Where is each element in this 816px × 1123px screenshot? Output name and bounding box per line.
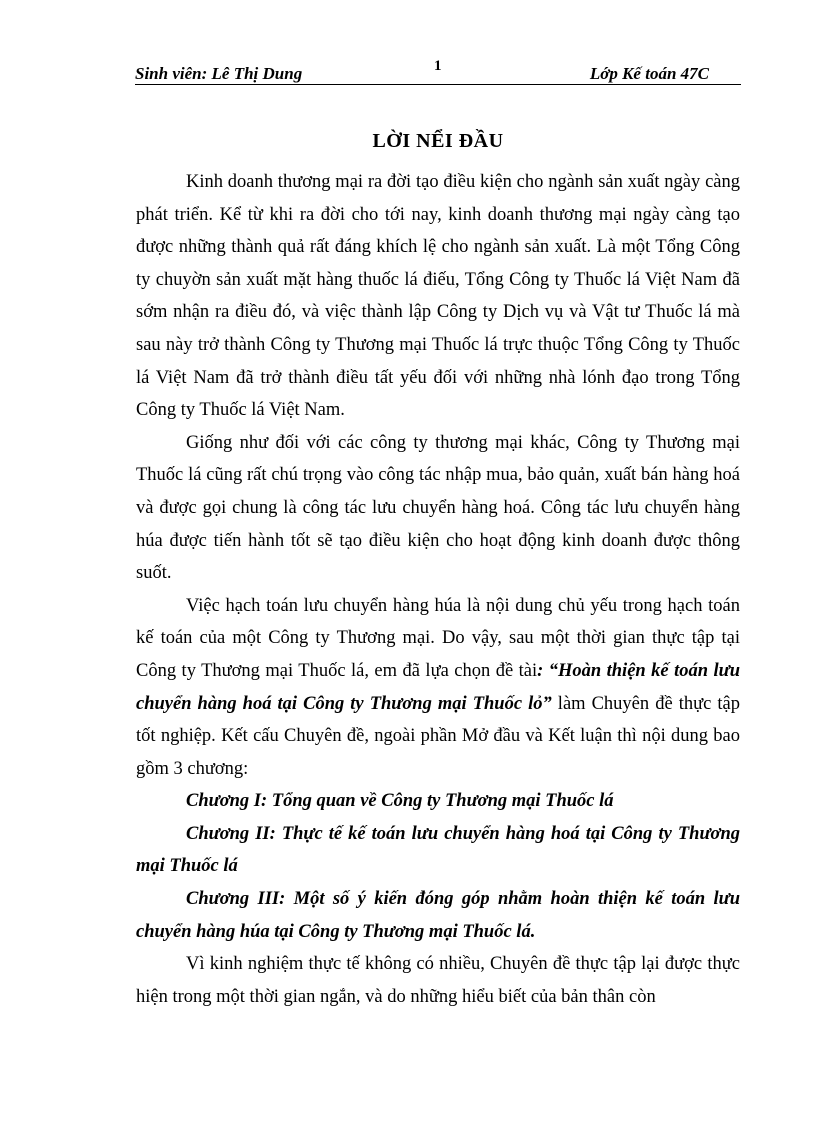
paragraph-topic-start: Việc hạch toán lưu chuyển hàng húa là nội dung chủ yếu trong hạch toán kế toán của một Công ty Thương mại. Do vậy, sau một thời gian thực tập tại Công ty Thương mại Thuốc lá, em đã lựa chọn đề tài — [136, 595, 740, 681]
paragraph-topic — [136, 590, 740, 786]
document-body — [136, 166, 740, 1013]
class-name: Lớp Kế toán 47C — [589, 64, 709, 83]
page-number: 1 — [434, 58, 442, 74]
topic-title: : “Hoàn thiện kế toán lưu chuyển hàng hoá tại Công ty Thương mại Thuốc lỏ” — [136, 660, 740, 714]
page-title: LỜI NỂI ĐẦU — [372, 130, 504, 152]
chapter-1-heading: Chương I: Tổng quan về Công ty Thương mại Thuốc lá — [186, 791, 614, 812]
paragraph-closing: Vì kinh nghiệm thực tế không có nhiều, Chuyên đề thực tập lại được thực hiện trong một thời gian ngắn, và do những hiểu biết của bản thân còn — [136, 954, 740, 1007]
chapter-3-heading: Chương III: Một số ý kiến đóng góp nhằm hoàn thiện kế toán lưu chuyển hàng húa tại Công ty Thương mại Thuốc lá. — [136, 889, 740, 942]
student-name: Sinh viên: Lê Thị Dung — [135, 64, 303, 83]
chapter-2-heading: Chương II: Thực tế kế toán lưu chuyển hàng hoá tại Công ty Thương mại Thuốc lá — [136, 823, 740, 877]
paragraph-intro: Kinh doanh thương mại ra đời tạo điều kiện cho ngành sản xuất ngày càng phát triển. Kể từ khi ra đời cho tới nay, kinh doanh thương mại ngày càng tạo được những thành quả rất đáng khích lệ cho ngành sản xuất. Là một Tổng Công ty chuyờn sản xuất mặt hàng thuốc lá điếu, Tổng Công ty Thuốc lá Việt Nam đã sớm nhận ra điều đó, và việc thành lập Công ty Dịch vụ và Vật tư Thuốc lá mà sau này trở thành Công ty Thương mại Thuốc lá trực thuộc Tổng Công ty Thuốc lá Việt Nam đã trở thành điều tất yếu đối với những nhà lónh đạo trong Tổng Công ty Thuốc lá Việt Nam. — [136, 172, 740, 421]
paragraph-circulation: Giống như đối với các công ty thương mại khác, Công ty Thương mại Thuốc lá cũng rất chú trọng vào công tác nhập mua, bảo quản, xuất bán hàng hoá và được gọi chung là công tác lưu chuyển hàng hoá. Công tác lưu chuyển hàng húa được tiến hành tốt sẽ tạo điều kiện cho hoạt động kinh doanh được thông suốt. — [136, 432, 740, 584]
paragraph-topic-end: làm Chuyên đề thực tập tốt nghiệp. Kết cấu Chuyên đề, ngoài phần Mở đầu và Kết luận thì nội dung bao gồm 3 chương: — [136, 693, 740, 779]
